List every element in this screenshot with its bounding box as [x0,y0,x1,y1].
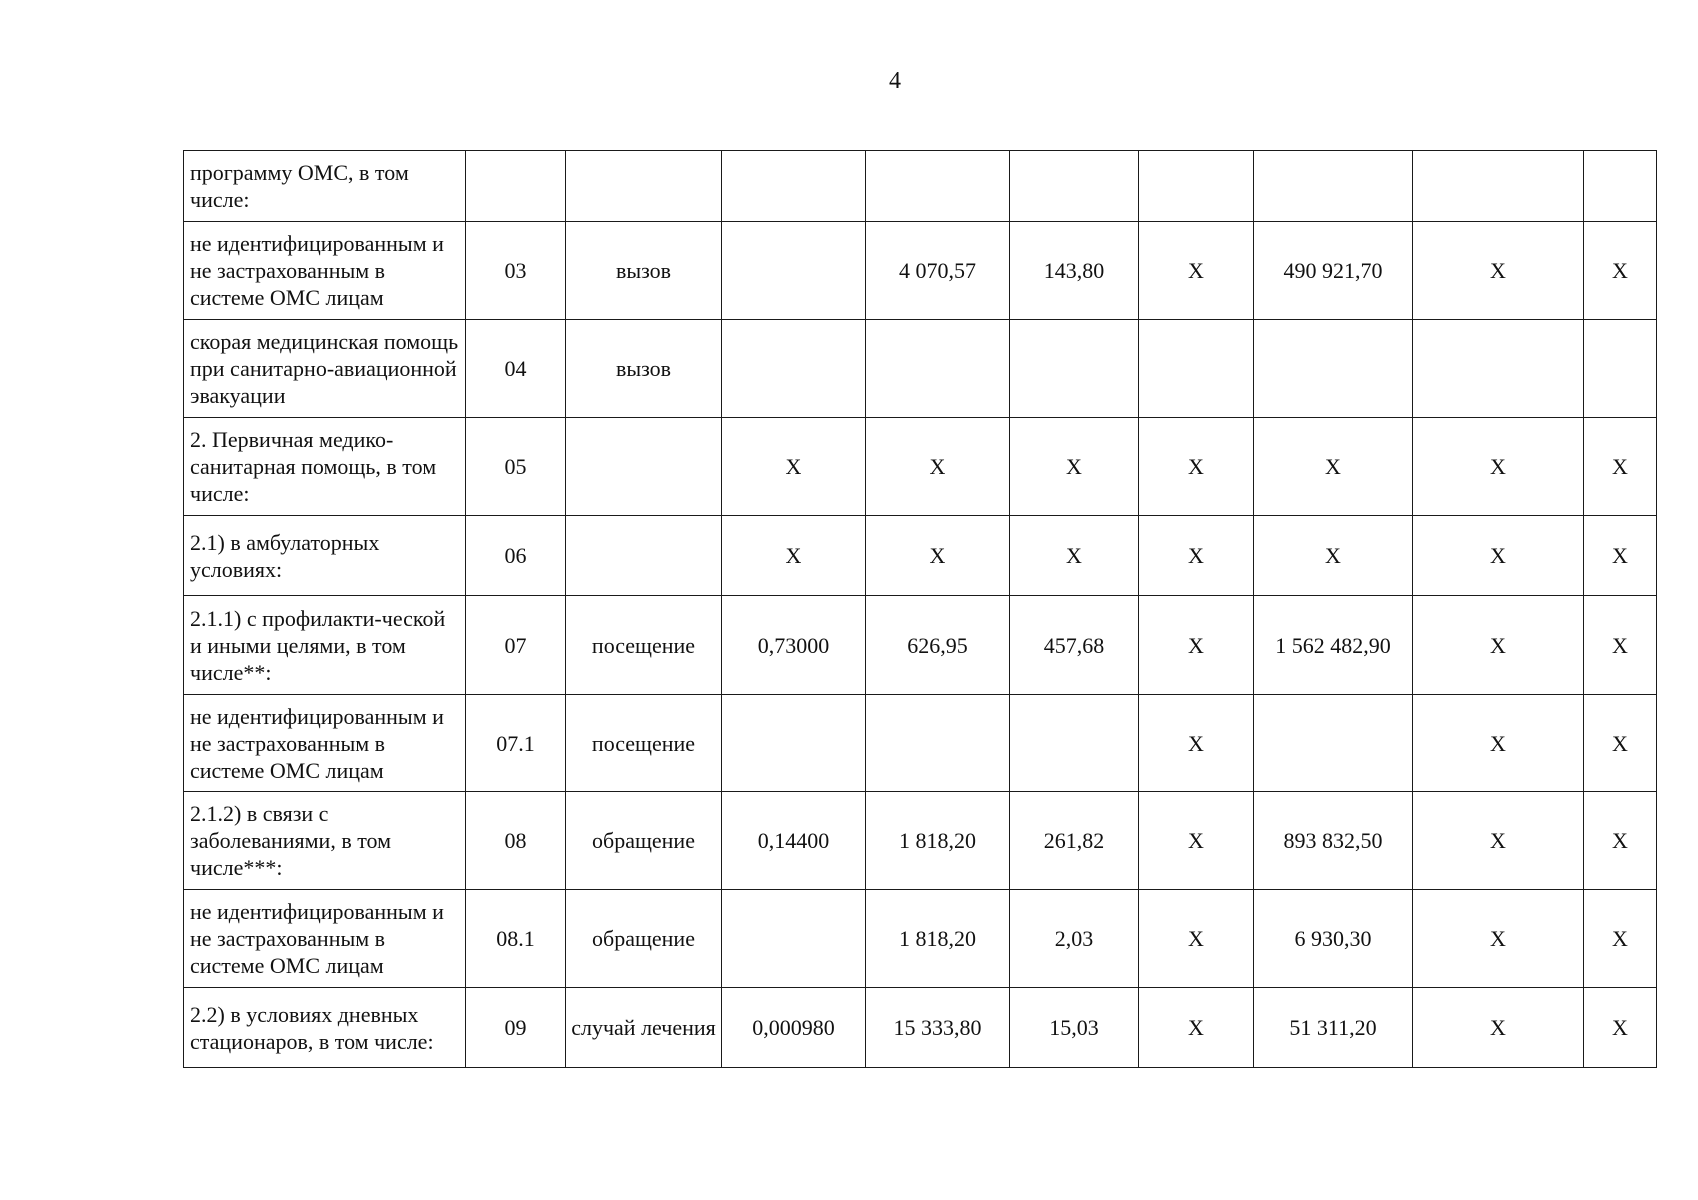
data-table [183,150,1657,1068]
cell-col10 [1584,151,1657,222]
cell-col8: 893 832,50 [1254,792,1413,890]
row-code: 09 [466,988,566,1068]
cell-col10: X [1584,222,1657,320]
cell-col5: X [866,516,1010,596]
cell-col4 [722,151,866,222]
cell-col4: X [722,516,866,596]
cell-col9: X [1413,222,1584,320]
cell-col6 [1010,695,1139,792]
cell-col9 [1413,151,1584,222]
cell-col7 [1139,151,1254,222]
row-code: 07.1 [466,695,566,792]
row-code: 08 [466,792,566,890]
cell-col7: X [1139,695,1254,792]
row-name: не идентифицированным и не застрахованным в системе ОМС лицам [184,890,466,988]
cell-col7: X [1139,596,1254,695]
table-row [184,516,1657,596]
table-row [184,792,1657,890]
cell-col4: 0,73000 [722,596,866,695]
cell-col5 [866,151,1010,222]
row-name: 2.2) в условиях дневных стационаров, в том числе: [184,988,466,1068]
row-name: 2. Первичная медико-санитарная помощь, в том числе: [184,418,466,516]
cell-col6 [1010,151,1139,222]
cell-col10: X [1584,792,1657,890]
cell-col8: 490 921,70 [1254,222,1413,320]
row-code [466,151,566,222]
cell-col5: 626,95 [866,596,1010,695]
cell-col6: 143,80 [1010,222,1139,320]
row-code: 07 [466,596,566,695]
cell-col5: 1 818,20 [866,792,1010,890]
row-unit [566,418,722,516]
cell-col8: X [1254,516,1413,596]
cell-col10: X [1584,516,1657,596]
cell-col9: X [1413,418,1584,516]
cell-col5: 4 070,57 [866,222,1010,320]
row-unit: обращение [566,890,722,988]
row-code: 06 [466,516,566,596]
cell-col8 [1254,695,1413,792]
row-code: 04 [466,320,566,418]
cell-col8: 6 930,30 [1254,890,1413,988]
row-unit [566,151,722,222]
row-code: 08.1 [466,890,566,988]
row-name: 2.1.2) в связи с заболеваниями, в том числе***: [184,792,466,890]
cell-col7: X [1139,792,1254,890]
cell-col9 [1413,320,1584,418]
row-name: не идентифицированным и не застрахованным в системе ОМС лицам [184,695,466,792]
cell-col5: 1 818,20 [866,890,1010,988]
cell-col4: 0,000980 [722,988,866,1068]
cell-col7 [1139,320,1254,418]
table-row [184,988,1657,1068]
cell-col8 [1254,151,1413,222]
cell-col5: 15 333,80 [866,988,1010,1068]
cell-col6: X [1010,418,1139,516]
table-row [184,222,1657,320]
row-unit: вызов [566,222,722,320]
cell-col8: 1 562 482,90 [1254,596,1413,695]
cell-col6: X [1010,516,1139,596]
table-row [184,890,1657,988]
cell-col4 [722,320,866,418]
cell-col5 [866,320,1010,418]
cell-col6: 457,68 [1010,596,1139,695]
cell-col7: X [1139,890,1254,988]
row-unit [566,516,722,596]
cell-col4: 0,14400 [722,792,866,890]
cell-col10: X [1584,418,1657,516]
cell-col10: X [1584,695,1657,792]
cell-col4 [722,695,866,792]
cell-col8: X [1254,418,1413,516]
cell-col7: X [1139,222,1254,320]
cell-col5: X [866,418,1010,516]
cell-col9: X [1413,988,1584,1068]
row-code: 03 [466,222,566,320]
table-row [184,320,1657,418]
row-unit: посещение [566,695,722,792]
row-unit: посещение [566,596,722,695]
cell-col8 [1254,320,1413,418]
cell-col4 [722,222,866,320]
row-name: 2.1) в амбулаторных условиях: [184,516,466,596]
row-name: не идентифицированным и не застрахованным в системе ОМС лицам [184,222,466,320]
cell-col6: 261,82 [1010,792,1139,890]
cell-col8: 51 311,20 [1254,988,1413,1068]
table-row [184,151,1657,222]
table-row [184,596,1657,695]
row-unit: вызов [566,320,722,418]
table-row [184,418,1657,516]
cell-col10 [1584,320,1657,418]
cell-col6: 2,03 [1010,890,1139,988]
cell-col9: X [1413,516,1584,596]
row-name: программу ОМС, в том числе: [184,151,466,222]
cell-col7: X [1139,516,1254,596]
cell-col10: X [1584,988,1657,1068]
cell-col4 [722,890,866,988]
page-number: 4 [889,68,901,94]
cell-col9: X [1413,695,1584,792]
cell-col6 [1010,320,1139,418]
cell-col9: X [1413,792,1584,890]
cell-col9: X [1413,890,1584,988]
row-unit: обращение [566,792,722,890]
cell-col10: X [1584,890,1657,988]
row-name: скорая медицинская помощь при санитарно-авиационной эвакуации [184,320,466,418]
cell-col7: X [1139,988,1254,1068]
cell-col9: X [1413,596,1584,695]
cell-col5 [866,695,1010,792]
table-row [184,695,1657,792]
row-code: 05 [466,418,566,516]
cell-col7: X [1139,418,1254,516]
cell-col6: 15,03 [1010,988,1139,1068]
cell-col10: X [1584,596,1657,695]
cell-col4: X [722,418,866,516]
row-unit: случай лечения [566,988,722,1068]
row-name: 2.1.1) с профилакти-ческой и иными целями, в том числе**: [184,596,466,695]
